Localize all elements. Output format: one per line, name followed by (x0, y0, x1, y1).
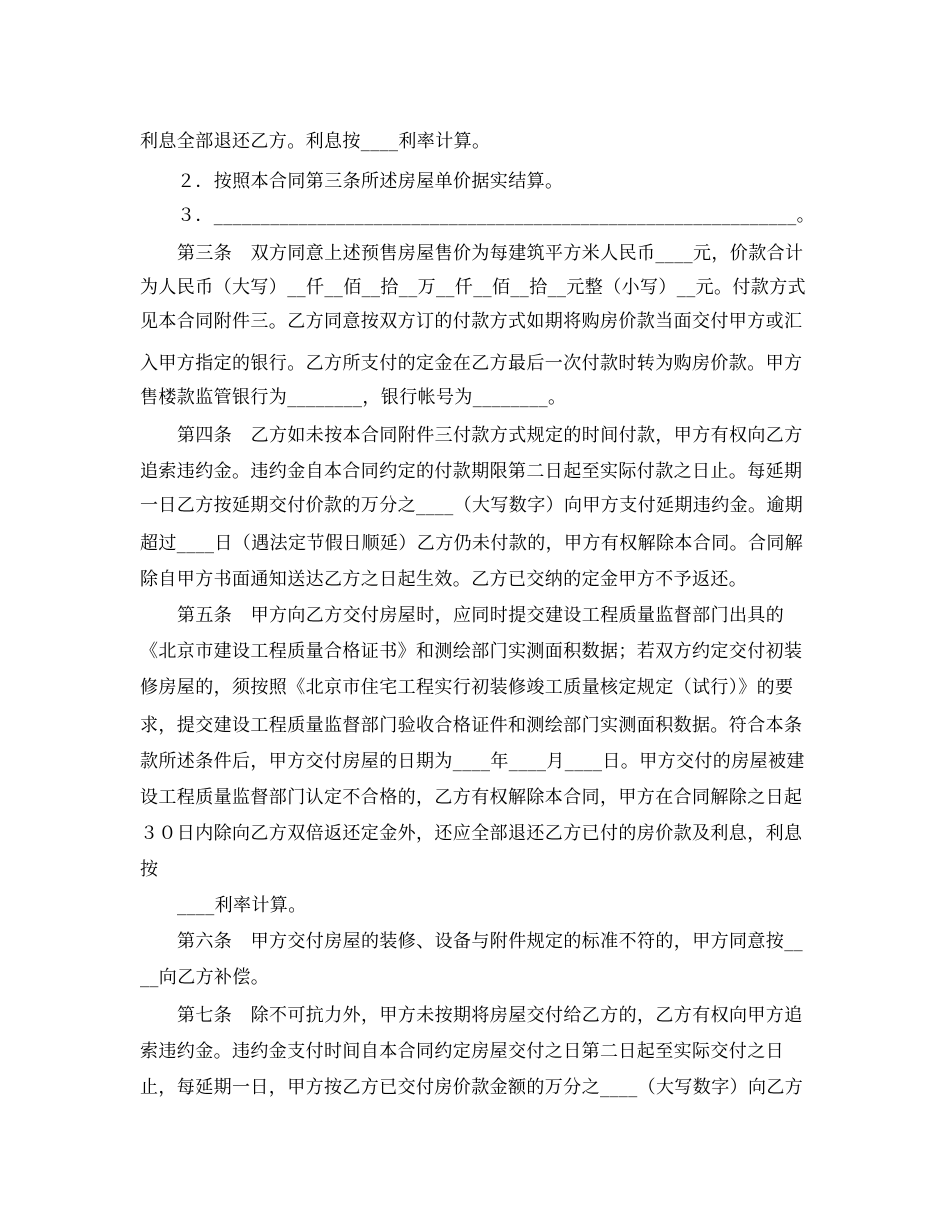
text-line: 超过____日（遇法定节假日顺延）乙方仍未付款的，甲方有权解除本合同。合同解 (140, 533, 804, 554)
text-line: ３．______________________________________________________________。 (177, 205, 815, 226)
text-line: 一日乙方按延期交付价款的万分之____（大写数字）向甲方支付延期违约金。逾期 (140, 495, 804, 516)
text-line: 款所述条件后，甲方交付房屋的日期为____年____月____日。甲方交付的房屋被建 (140, 751, 805, 772)
text-line: 入甲方指定的银行。乙方所支付的定金在乙方最后一次付款时转为购房价款。甲方 (140, 353, 803, 374)
clause-4-heading-line: 第四条 乙方如未按本合同附件三付款方式规定的时间付款，甲方有权向乙方 (177, 425, 803, 446)
text-line: 利息全部退还乙方。利息按____利率计算。 (140, 131, 491, 152)
text-line: 见本合同附件三。乙方同意按双方订的付款方式如期将购房价款当面交付甲方或汇 (140, 311, 803, 332)
text-line: ２．按照本合同第三条所述房屋单价据实结算。 (177, 171, 564, 192)
text-line: 止，每延期一日，甲方按乙方已交付房价款金额的万分之____（大写数字）向乙方 (140, 1077, 804, 1098)
text-line: 售楼款监管银行为________，银行帐号为________。 (140, 387, 567, 408)
text-line: 追索违约金。违约金自本合同约定的付款期限第二日起至实际付款之日止。每延期 (140, 461, 803, 482)
text-line: ____利率计算。 (177, 895, 307, 916)
text-line: 除自甲方书面通知送达乙方之日起生效。乙方已交纳的定金甲方不予返还。 (140, 569, 748, 590)
clause-5-heading-line: 第五条 甲方向乙方交付房屋时，应同时提交建设工程质量监督部门出具的 (177, 605, 785, 626)
text-line: __向乙方补偿。 (140, 967, 270, 988)
clause-7-heading-line: 第七条 除不可抗力外，甲方未按期将房屋交付给乙方的，乙方有权向甲方追 (177, 1005, 803, 1026)
clause-6-heading-line: 第六条 甲方交付房屋的装修、设备与附件规定的标准不符的，甲方同意按__ (177, 931, 803, 952)
text-line: 按 (140, 859, 159, 880)
text-line: 设工程质量监督部门认定不合格的，乙方有权解除本合同，甲方在合同解除之日起 (140, 787, 803, 808)
text-line: 求，提交建设工程质量监督部门验收合格证件和测绘部门实测面积数据。符合本条 (140, 715, 803, 736)
text-line: ３０日内除向乙方双倍返还定金外，还应全部退还乙方已付的房价款及利息，利息 (140, 823, 803, 844)
text-line: 为人民币（大写）__仟__佰__拾__万__仟__佰__拾__元整（小写）__元。付款方式 (140, 277, 806, 298)
text-line: 索违约金。违约金支付时间自本合同约定房屋交付之日第二日起至实际交付之日 (140, 1041, 784, 1062)
text-line: 修房屋的，须按照《北京市住宅工程实行初装修竣工质量核定规定（试行）》的要 (140, 677, 794, 698)
clause-3-heading-line: 第三条 双方同意上述预售房屋售价为每建筑平方米人民币____元，价款合计 (177, 243, 804, 264)
text-line: 《北京市建设工程质量合格证书》和测绘部门实测面积数据；若双方约定交付初装 (140, 641, 803, 662)
